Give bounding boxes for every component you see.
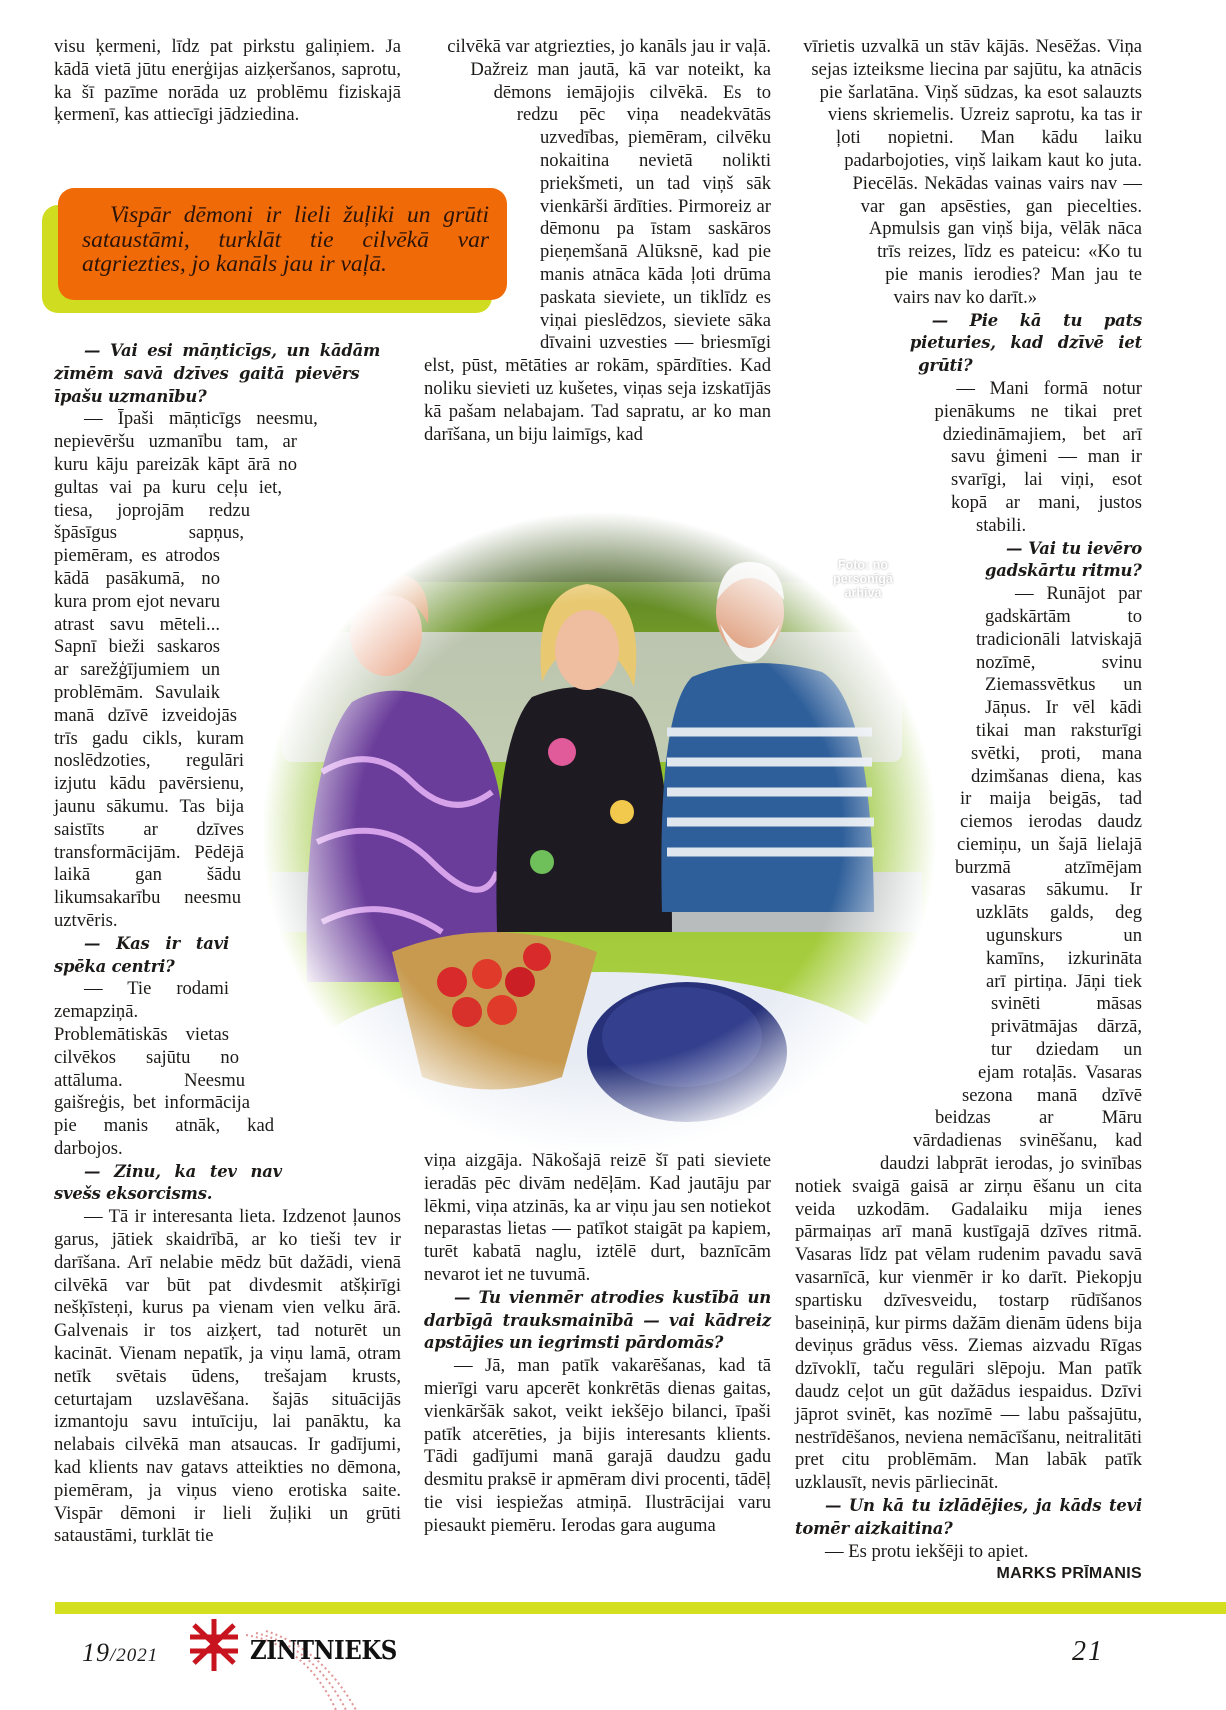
dress-flower: [610, 800, 634, 824]
strawberry: [505, 967, 535, 997]
interview-answer: — Jā, man patīk vakarēšanas, kad tā mierīgi varu apcerēt konkrētās dienas gaitas, vienkāršāk sakot, veikt iekšējo bilanci, īpaši patīk atcerēties, ja bijis interesants klients. Tādi gadījumi manā garajā daudzu gadu desmitu praksē ir apmēram divi procenti, tādēļ tie visi iespiežas atmiņā. Ilustrācijai varu piesaukt piemēru. Ierodas gara auguma: [424, 1355, 771, 1536]
interview-question: — Tu vienmēr atrodies kustībā un darbīgā trauksmainībā — vai kādreiz apstājies un iegrimsti pārdomās?: [424, 1287, 771, 1353]
interview-question: — Kas ir tavi spēka centri?: [54, 933, 229, 976]
article-column-1-top: [54, 36, 401, 127]
interview-question: — Un kā tu izlādējies, ja kāds tevi tomēr aizkaitina?: [795, 1496, 1142, 1538]
author-byline: MARKS PRĪMANIS: [996, 1565, 1142, 1583]
article-column-3: [795, 36, 1142, 1586]
pull-quote-text: Vispār dēmoni ir lieli žuļiki un grūti sataustāmi, turklāt tie cilvēkā var atgriezties, jo kanāls jau ir vaļā.: [82, 202, 489, 278]
issue-label: 19: [82, 1638, 110, 1667]
issue-year: /2021: [110, 1645, 159, 1666]
page-number: 21: [1072, 1636, 1104, 1667]
article-column-2-top: [424, 36, 771, 446]
strawberry: [437, 967, 467, 997]
photo-credit-line: arhīva: [844, 586, 882, 600]
interview-answer: — Tie rodami zemapziņā. Problemātiskās vietas cilvēkos sajūtu no attāluma. Neesmu gaišreģis, bet informācija pie manis atnāk, kad darbojos.: [54, 978, 274, 1159]
footer-divider-bar: [55, 1602, 1226, 1614]
interview-question: — Zinu, ka tev nav svešs eksorcisms.: [54, 1161, 282, 1204]
interview-answer: — Īpaši māņticīgs neesmu, nepievēršu uzmanību tam, ar kuru kāju pareizāk kāpt ārā no gultas vai pa kuru ceļu iet, tiesa, joprojām redzu špāsīgus sapņus, piemēram, es atrodos kādā pasākumā, no kura prom ejot nevaru atrast savu mēteli... Sapnī bieži saskaros ar sarežģījumiem un problēmām. Savulaik manā dzīvē izveidojās trīs gadu cikls, kuram noslēdzoties, regulāri izjutu kādu pavērsienu, jaunu sākumu. Tas bija saistīts ar dzīves transformācijām. Pēdējā laikā gan šādu likumsakarību neesmu uztvēris.: [54, 408, 318, 931]
middle-woman-dress: [496, 687, 672, 932]
dress-flower: [548, 738, 576, 766]
middle-woman-face: [555, 610, 619, 690]
strawberry: [487, 995, 517, 1025]
interview-question: — Vai esi māņticīgs, un kādām zīmēm savā dzīves gaitā pievērs īpašu uzmanību?: [54, 341, 381, 406]
interview-question: — Pie kā tu pats pieturies, kad dzīvē iet grūti?: [909, 310, 1142, 376]
paragraph: visu ķermeni, līdz pat pirkstu galiņiem. Ja kādā vietā jūtu enerģijas aizķeršanos, saprotu, ka šī pazīme norāda uz problēmu fiziskajā ķermenī, kas attiecīgi jādziedina.: [54, 36, 401, 126]
paragraph: vīrietis uzvalkā un stāv kājās. Nesēžas. Viņa sejas izteiksme liecina par sajūtu, ka atnācis pie šarlatāna. Viņš sūdzas, ka esot salauzts viens skriemelis. Uzreiz saprotu, ka tas ir ļoti nopietni. Man kādu laiku padarbojoties, viņš laikam kaut ko juta. Piecēlās. Nekādas vainas vairs nav — var gan apsēsties, gan piecelties. Apmulsis gan viņš bija, vēlāk nāca trīs reizes, līdz es pateicu: «Ko tu pie manis ierodies? Man jau te vairs nav ko darīt.»: [803, 36, 1142, 308]
article-column-2-bottom: [424, 1150, 771, 1538]
article-column-1: [54, 340, 401, 1548]
photo-credit-line: personīgā: [833, 572, 893, 586]
interview-answer: — Runājot par gadskārtām to tradicionāli latviskajā nozīmē, svinu Ziemassvētkus un Jāņus. Ir vēl kādi tikai man raksturīgi svētki, proti, mana dzimšanas diena, kas ir maija beigās, tad ciemos ierodas daudz ciemiņu, un šajā lielajā burzmā atzīmējam vasaras sākumu. Ir uzklāts galds, deg ugunskurs un kamīns, izkurināta arī pirtiņa. Jāņi tiek svinēti māsas privātmājas dārzā, tur dziedam un ejam rotaļās. Vasaras sezona manā dzīvē beidzas ar Māru vārdadienas svinēšanu, kad daudzi labprāt ierodas, jo svinības notiek svaigā gaisā ar zirņu ēšanu un cita veida uzkodām. Gadalaiku mija ienes pārmaiņas arī manā kustīgajā dzīves ritmā. Vasaras līdz pat vēlam rudenim pavadu savā vasarnīcā, kur vienmēr ir ko darīt. Piekopju spartisku dzīvesveidu, tostarp rūdīšanos baseiniņā, kur pirms dažām dienām ūdens bija deviņus grādus vēss. Ziemas aizvadu Rīgas dzīvoklī, taču regulāri slēpoju. Man patīk daudz ceļot un gūt dažādus iespaidus. Dzīvi jāprot svinēt, kas nozīmē — labu pašsajūtu, nestrīdēšanos, neviena nemācīšanu, neitralitāti pret citu problēmām. Man labāk patīk uzklausīt, nevis pārliecināt.: [795, 583, 1142, 1494]
blueberry-highlight: [602, 987, 762, 1087]
issue-number: [82, 1638, 158, 1668]
dress-flower: [530, 850, 554, 874]
photo-credit: [818, 558, 908, 600]
interview-question: — Vai tu ievēro gadskārtu ritmu?: [985, 538, 1142, 581]
interview-answer: — Tā ir interesanta lieta. Izdzenot ļaunos garus, jātiek skaidrībā, ar ko tieši tev ir darīšana. Arī nelabie mēdz būt dažādi, vienā cilvēkā var būt pat divdesmit atšķirīgi nešķīsteņi, kurus pa vienam vien velku ārā. Galvenais ir tos aizķert, tad noturēt un kacināt. Vienam nepatīk, ja viņu lamā, otram netīk svētais ūdens, trešajam krusts, ceturtajam uzslavēšana. šajās situācijās izmantoju savu intuīciju, lai panāktu, ka nelabais cilvēkā man atsaucas. Ir gadījumi, kad klients nav gatavs atteikties no dēmona, piemēram, ja viņus vieno erotiska saite. Vispār dēmoni ir lieli žuļiki un grūti sataustāmi, turklāt tie: [54, 1206, 401, 1547]
strawberry: [452, 997, 482, 1027]
photo-credit-line: Foto: no: [838, 558, 888, 572]
paragraph: viņa aizgāja. Nākošajā reizē šī pati sieviete ieradās pēc divām nedēļām. Kad jautāju par lēkmi, viņa atzinās, ka ar viņu jau sen notiekot neparastas lietas — patīkot staigāt pa kapiem, turēt kabatā naglu, iztēlē durt, baznīcām nevarot iet ne tuvumā.: [424, 1150, 771, 1285]
strawberry: [523, 943, 551, 971]
paragraph: cilvēkā var atgriezties, jo kanāls jau ir vaļā. Dažreiz man jautā, kā var noteikt, ka dēmons iemājojis cilvēkā. Es to redzu pēc viņa neadekvātās uzvedības, piemēram, cilvēku nokaitina nevietā nolikti priekšmeti, un tad viņš sāk vienkārši ārdīties. Pirmoreiz ar dēmonu pa īstam saskāros pieņemšanā Alūksnē, kad pie manis atnāca kāda ļoti drūma paskata sieviete, un tiklīdz es viņai pieslēdzos, sieviete sāka dīvaini uzvesties — briesmīgi elst, pūst, mētāties ar rokām, spārdīties. Kad noliku sievieti uz kušetes, viņas seja izskatījās kā pašam nelabajam. Tad sapratu, ar ko man darīšana, un biju laimīgs, kad: [424, 36, 771, 445]
interview-answer: — Mani formā notur pienākums ne tikai pret dziedināmajiem, bet arī savu ģimeni — man ir svarīgi, lai viņi, esot kopā ar mani, justos stabili.: [934, 377, 1142, 536]
logo-wordmark: ZINTNIEKS: [250, 1636, 397, 1666]
interview-answer: — Es protu iekšēji to apiet.: [825, 1540, 1029, 1562]
strawberry: [472, 959, 502, 989]
